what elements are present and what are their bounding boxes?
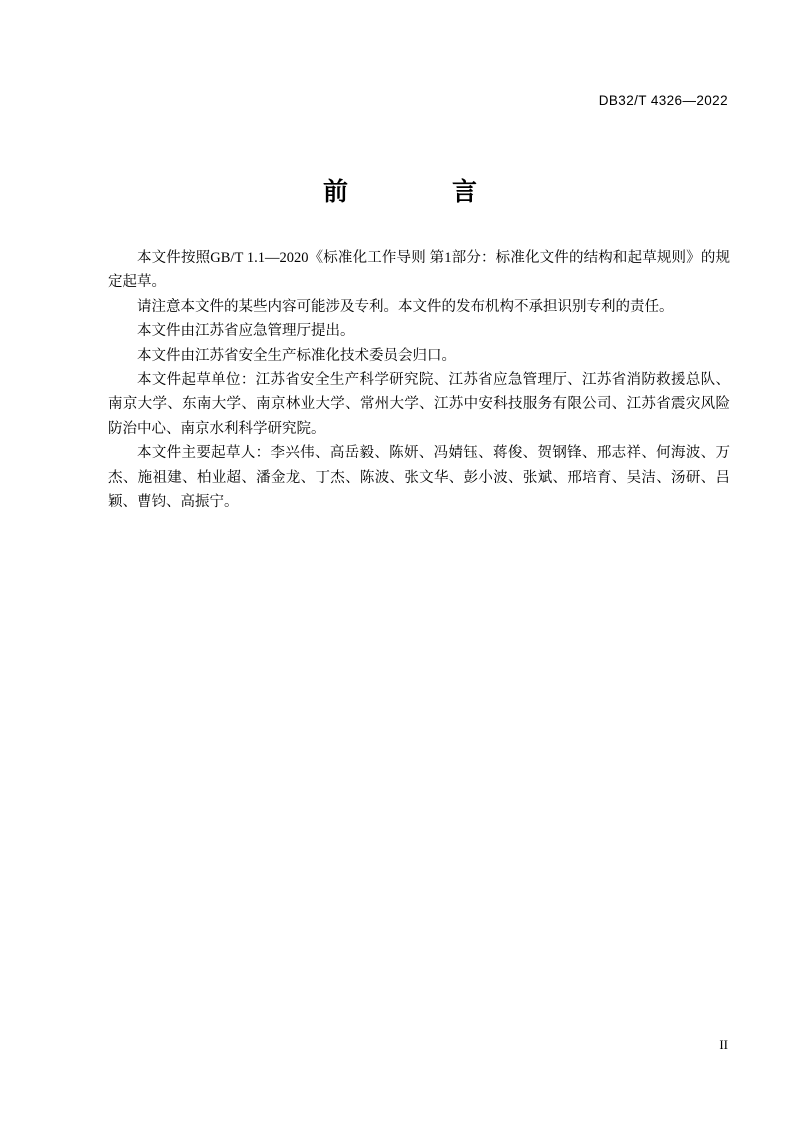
foreword-paragraph: 本文件起草单位：江苏省安全生产科学研究院、江苏省应急管理厅、江苏省消防救援总队、南京大学、东南大学、南京林业大学、常州大学、江苏中安科技服务有限公司、江苏省震灾风险防治中心、南京水利科学研究院。 xyxy=(108,372,730,437)
foreword-paragraph: 本文件主要起草人：李兴伟、高岳毅、陈妍、冯婧钰、蒋俊、贺钢锋、邢志祥、何海波、万杰、施祖建、柏业超、潘金龙、丁杰、陈波、张文华、彭小波、张斌、邢培育、吴洁、汤研、吕颖、曹钧、高振宁。 xyxy=(108,445,730,511)
foreword-body xyxy=(108,246,730,514)
foreword-paragraph: 本文件由江苏省应急管理厅提出。 xyxy=(137,323,355,340)
foreword-paragraph: 本文件由江苏省安全生产标准化技术委员会归口。 xyxy=(137,347,456,364)
page-number: II xyxy=(719,1037,728,1052)
foreword-paragraph: 请注意本文件的某些内容可能涉及专利。本文件的发布机构不承担识别专利的责任。 xyxy=(137,298,674,315)
foreword-paragraph: 本文件按照GB/T 1.1—2020《标准化工作导则 第1部分：标准化文件的结构和起草规则》的规定起草。 xyxy=(108,250,730,291)
page-header-standard-number: DB32/T 4326—2022 xyxy=(598,93,728,108)
page-title: 前 言 xyxy=(322,178,495,206)
